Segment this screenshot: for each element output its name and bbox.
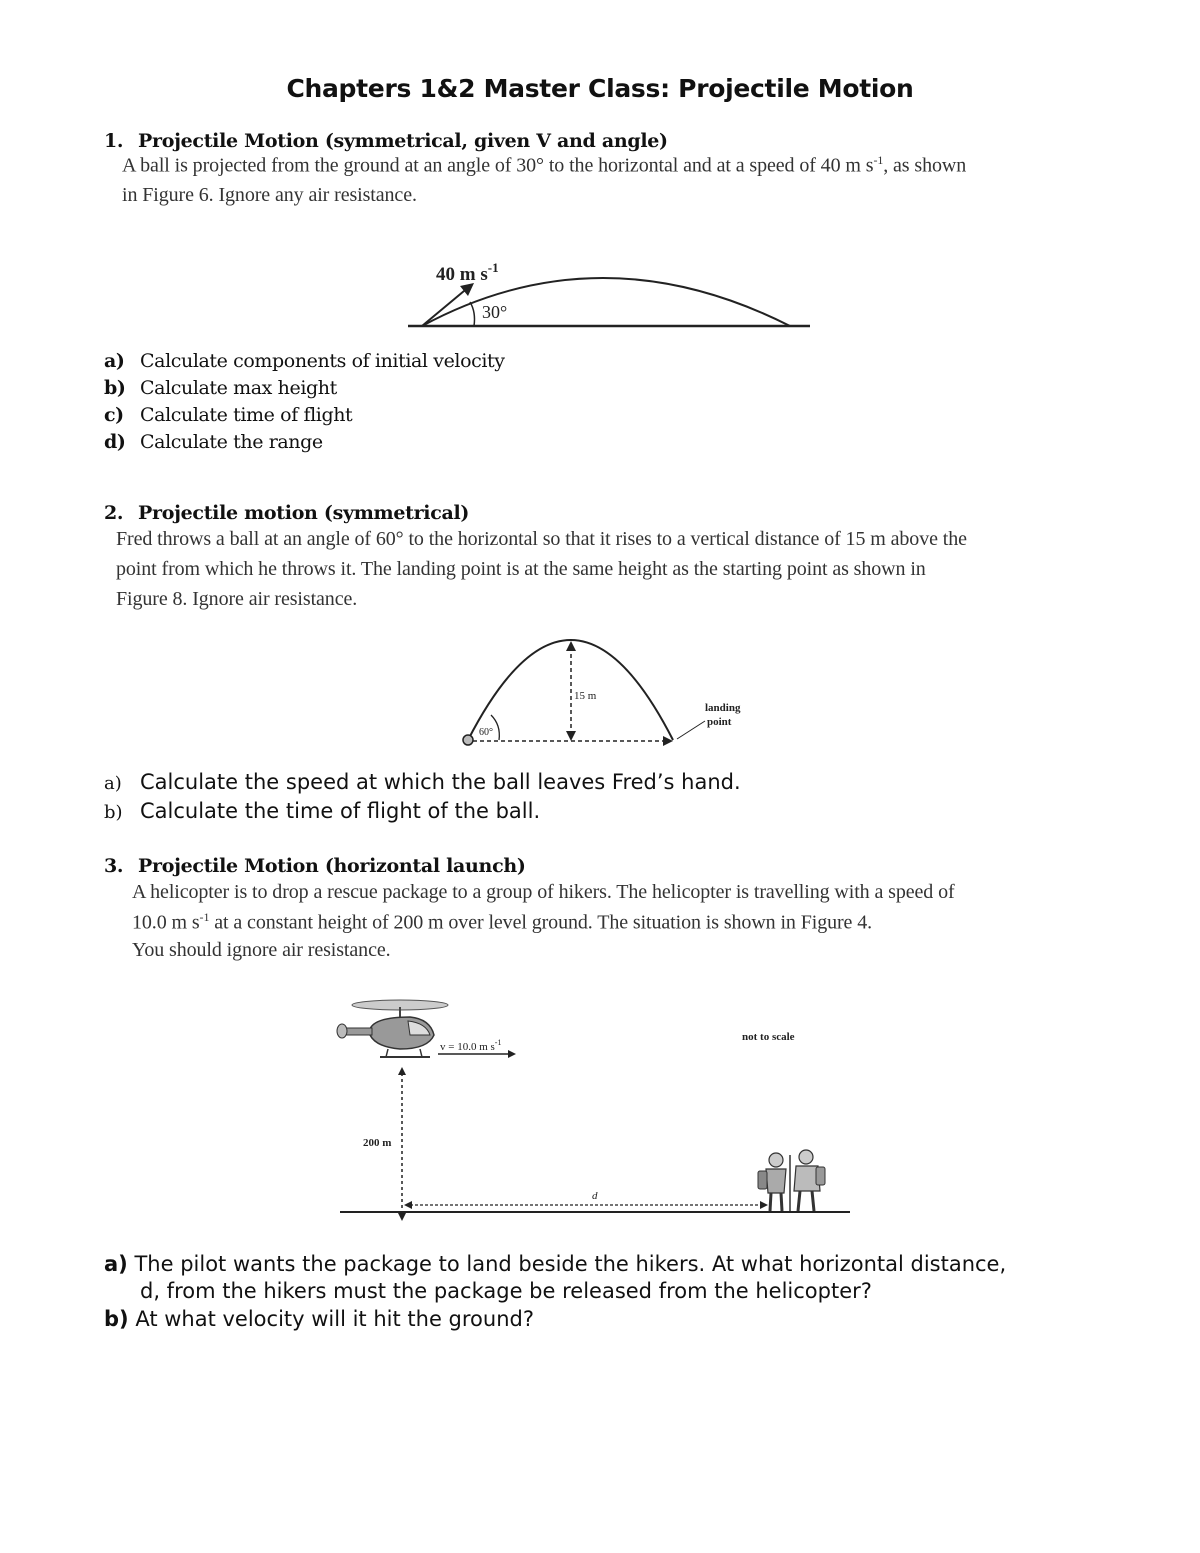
- q2-figure: [455, 635, 765, 750]
- q1-part-c: [104, 404, 352, 426]
- q1-text-line1-sup: -1: [873, 153, 884, 167]
- q3-text-line2-sup: -1: [199, 910, 210, 924]
- q1-trajectory-curve: [422, 278, 790, 326]
- q1-angle-label: 30°: [482, 302, 508, 322]
- q1-part-c-label: c): [104, 404, 124, 426]
- q3-note-label: not to scale: [742, 1031, 795, 1043]
- q1-part-d: [104, 431, 323, 453]
- q3-part-b: [104, 1306, 1134, 1333]
- q1-part-d-label: d): [104, 431, 126, 453]
- q1-part-b-label: b): [104, 377, 126, 399]
- q2-text-line2: point from which he throws it. The landing point is at the same height as the starting point as shown in: [116, 558, 926, 580]
- q2-height-label: 15 m: [574, 690, 597, 702]
- q3-part-a-label: a): [104, 1252, 128, 1276]
- q3-heading: [104, 855, 526, 877]
- q3-heading-text: Projectile Motion (horizontal launch): [138, 855, 526, 877]
- q2-landing-label-2: point: [707, 716, 732, 728]
- q2-angle-label: 60°: [479, 727, 493, 738]
- q2-part-b: [104, 799, 540, 823]
- q1-figure: [400, 250, 820, 335]
- q3-height-label: 200 m: [363, 1137, 392, 1149]
- q1-heading-text: Projectile Motion (symmetrical, given V and angle): [138, 130, 668, 152]
- q3-text-line2-b: at a constant height of 200 m over level ground. The situation is shown in Figure 4.: [209, 911, 873, 934]
- q1-text-line1: [122, 153, 966, 178]
- q2-part-a: [104, 770, 741, 794]
- q2-part-a-label: a): [104, 773, 122, 794]
- q2-height-arrow-bottom: [566, 731, 576, 741]
- q3-part-a-text-cont: d, from the hikers must the package be released from the helicopter?: [140, 1279, 872, 1303]
- q3-number: 3.: [104, 855, 124, 877]
- q2-heading: [104, 502, 469, 524]
- q3-part-b-label: b): [104, 1307, 129, 1331]
- q1-speed-label: 40 m $s^{-1}$: [436, 260, 499, 285]
- q1-number: 1.: [104, 130, 124, 152]
- q2-part-b-text: Calculate the time of flight of the ball.: [140, 799, 541, 823]
- helicopter-icon: [337, 1000, 448, 1057]
- q3-part-a-text: The pilot wants the package to land beside the hikers. At what horizontal distance,: [134, 1252, 1007, 1276]
- q3-part-a: [104, 1251, 1134, 1305]
- q3-velocity-arrow-head: [508, 1050, 516, 1058]
- q3-text-line3: You should ignore air resistance.: [132, 939, 391, 961]
- q1-part-c-text: Calculate time of flight: [140, 404, 353, 426]
- q1-part-a: [104, 350, 505, 372]
- q1-part-b-text: Calculate max height: [140, 377, 337, 399]
- q1-part-b: [104, 377, 337, 399]
- q2-height-arrow-top: [566, 641, 576, 651]
- hikers-icon: [758, 1150, 825, 1211]
- q1-text-line1-main: A ball is projected from the ground at an angle of 30° to the horizontal and at a speed of 40 m s: [122, 154, 874, 177]
- q2-part-a-text: Calculate the speed at which the ball leaves Fred’s hand.: [140, 770, 741, 794]
- q3-figure: [330, 995, 860, 1225]
- q3-distance-arrow-left: [404, 1201, 412, 1209]
- q3-text-line1: A helicopter is to drop a rescue package to a group of hikers. The helicopter is travelling with a speed of: [132, 881, 955, 903]
- q3-height-arrow-top: [398, 1067, 406, 1075]
- q1-part-a-text: Calculate components of initial velocity: [140, 350, 505, 372]
- q3-text-line2-a: 10.0 m s: [132, 911, 200, 934]
- q1-part-a-label: a): [104, 350, 125, 372]
- q2-number: 2.: [104, 502, 124, 524]
- q2-heading-text: Projectile motion (symmetrical): [138, 502, 470, 524]
- q2-ball: [463, 735, 473, 745]
- q1-angle-arc: [470, 302, 475, 326]
- q1-part-d-text: Calculate the range: [140, 431, 323, 453]
- q2-text-line3: Figure 8. Ignore air resistance.: [116, 588, 358, 610]
- q3-distance-label: d: [592, 1190, 598, 1202]
- q3-height-arrow-bottom: [398, 1213, 406, 1221]
- q2-text-line1: Fred throws a ball at an angle of 60° to the horizontal so that it rises to a vertical distance of 15 m above the: [116, 528, 967, 550]
- page-title: Chapters 1&2 Master Class: Projectile Motion: [286, 74, 914, 103]
- q1-text-line2: in Figure 6. Ignore any air resistance.: [122, 184, 417, 206]
- q3-velocity-label: v = 10.0 m $s^{-1}$: [440, 1038, 502, 1053]
- q1-text-line1-end: , as shown: [883, 154, 967, 177]
- q3-part-b-text: At what velocity will it hit the ground?: [135, 1307, 534, 1331]
- q3-text-line2: [132, 910, 872, 935]
- q2-landing-pointer: [677, 721, 705, 739]
- q2-landing-label-1: landing: [705, 702, 741, 714]
- q2-part-b-label: b): [104, 802, 123, 823]
- q1-heading: [104, 130, 668, 152]
- q3-distance-arrow-right: [760, 1201, 768, 1209]
